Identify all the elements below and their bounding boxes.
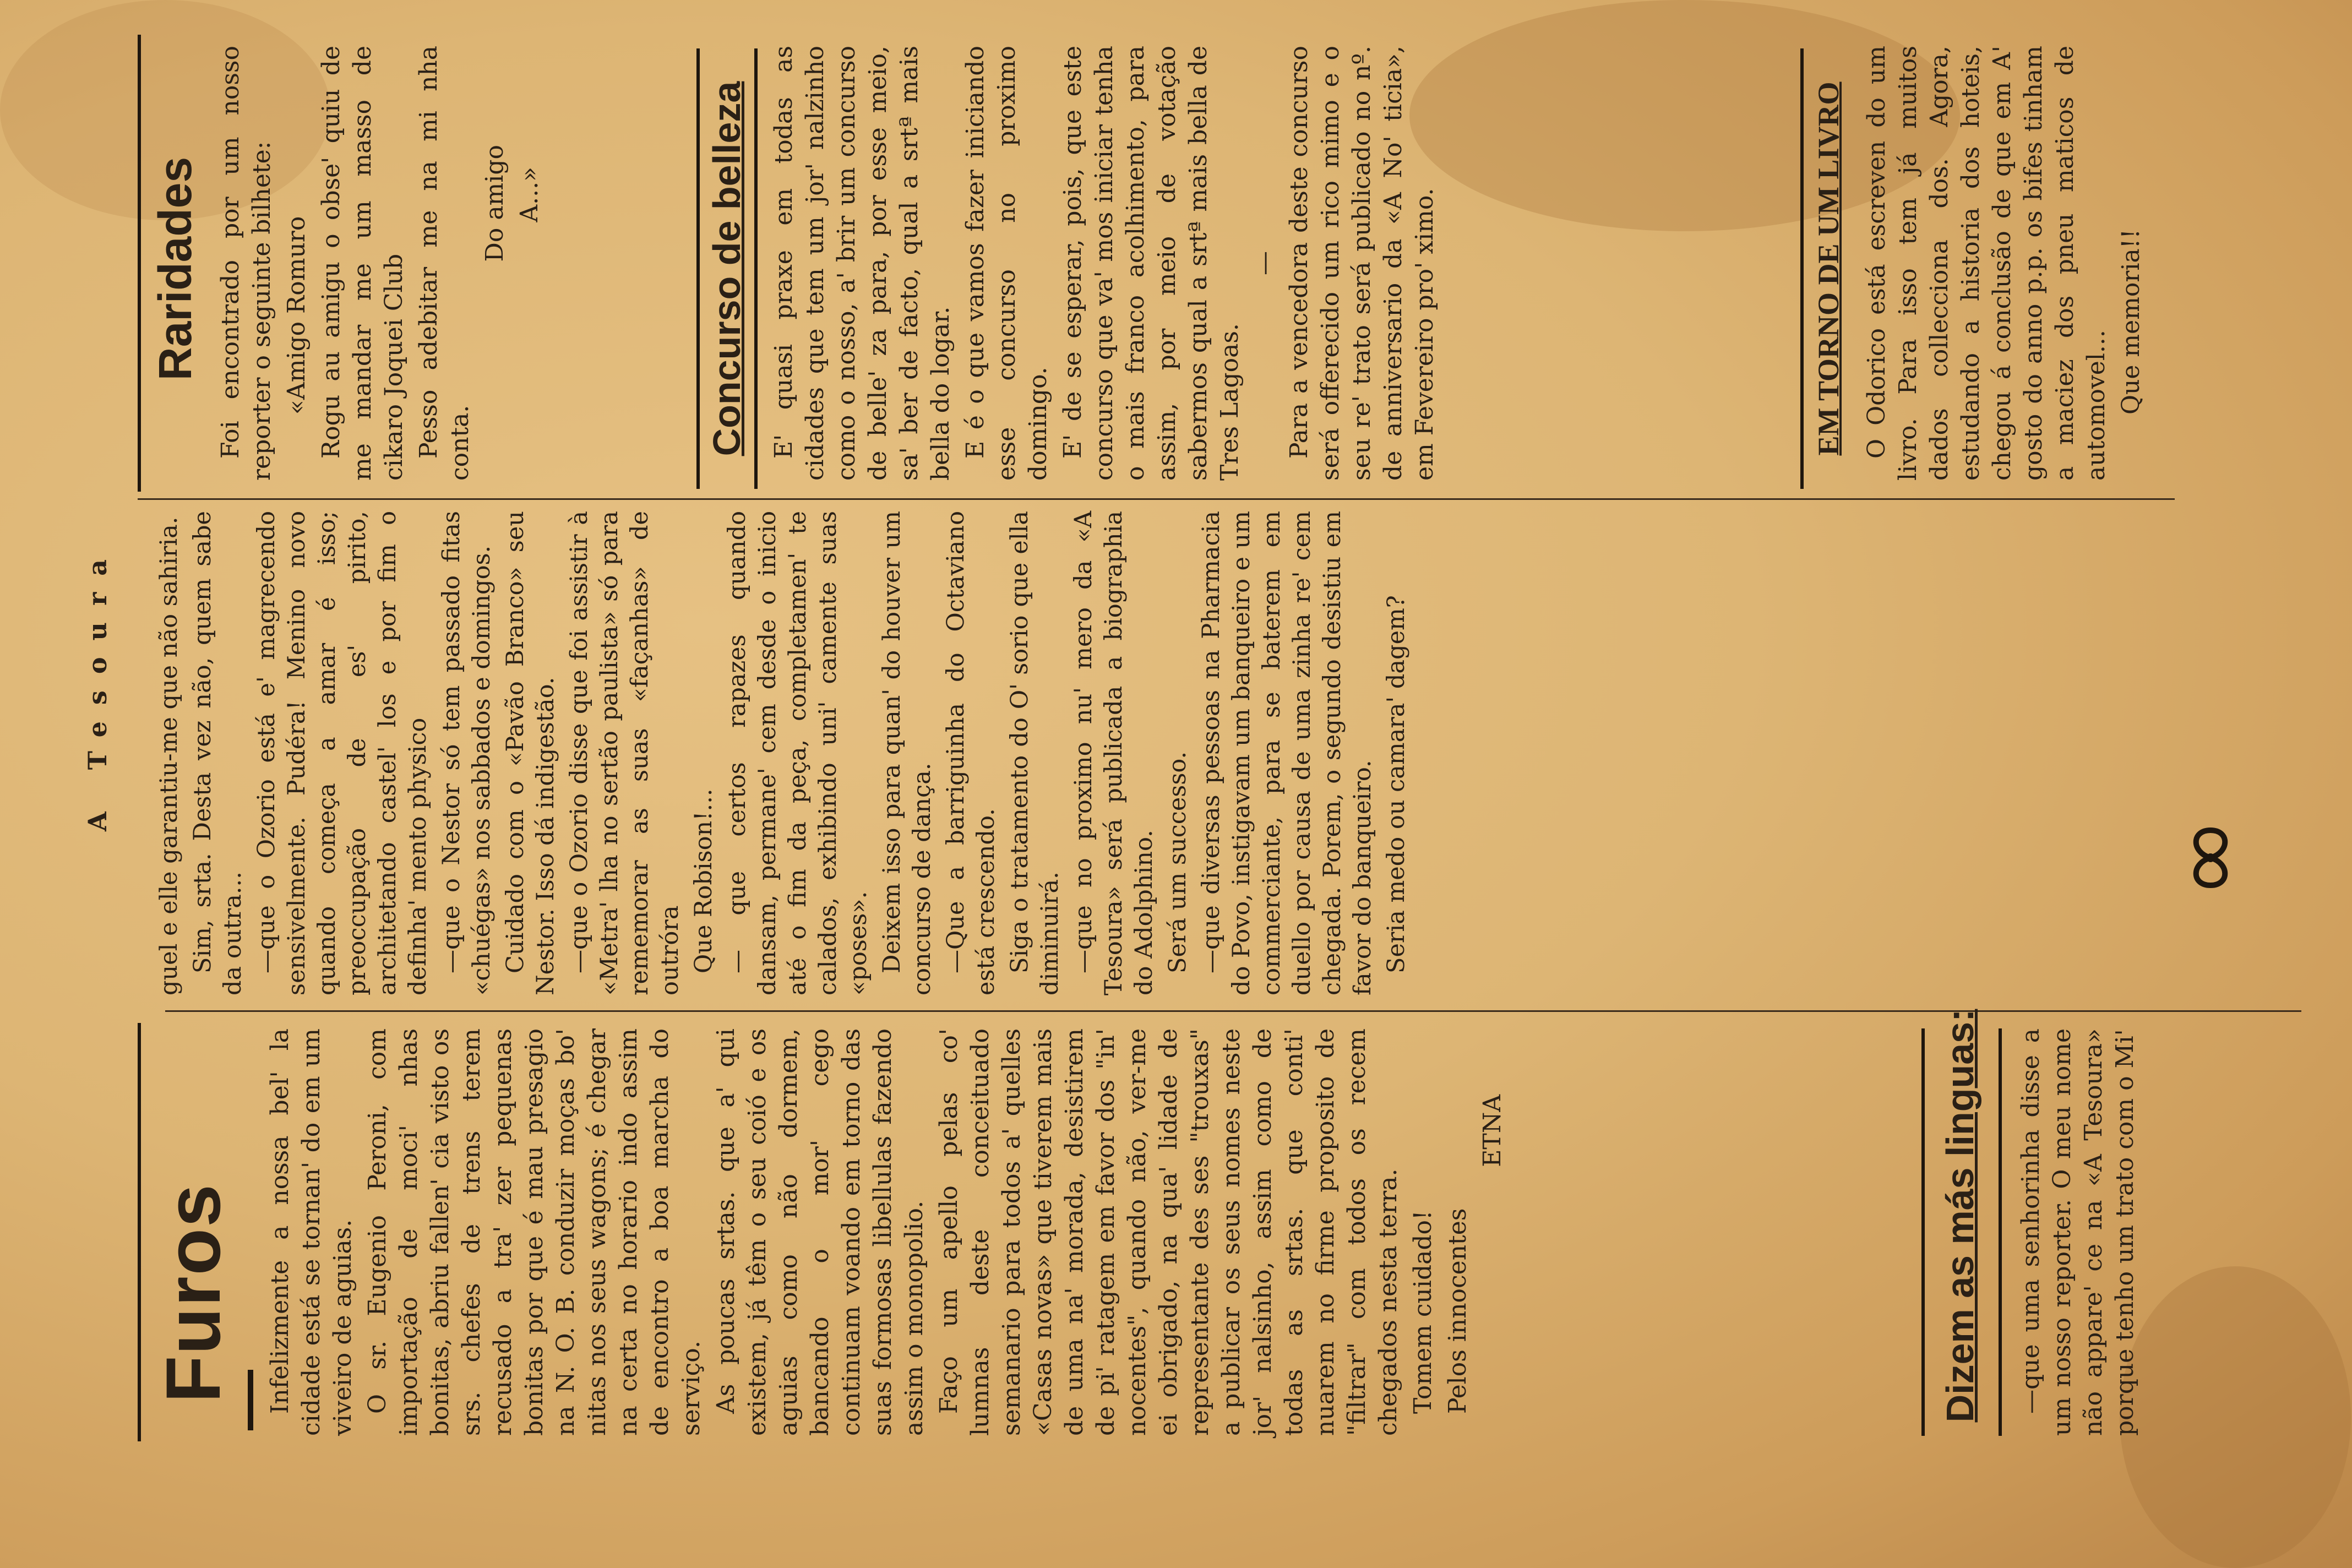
top-rule: [138, 1023, 141, 1441]
paragraph: O Odorico está escreven do um livro. Para isso tem já muitos dados collecciona dos. Agora, estudando a historia dos hoteis, chegou á conclusão de que em A' gosto do anno p.p. os bifes tinham a maciez dos pneu maticos de automovel...: [1863, 46, 2110, 481]
paragraph: Cuidado com o «Pavão Branco» seu Nestor. Isso dá indigestão.: [502, 511, 559, 995]
paragraph: Que memoria!!: [2117, 228, 2145, 415]
paragraph: «Amigo Romuro: [282, 216, 311, 415]
paragraph: A...»: [515, 167, 543, 222]
dizem-headline: Dizem as más linguas:: [1939, 1009, 1981, 1423]
paragraph: — que certos rapazes quando dansam, permane' cem desde o inicio até o fim da peça, completamen' te calados, exhibindo uni' camente suas «poses».: [723, 511, 872, 995]
paragraph: Faço um apello pelas co' lumnas deste conceituado semanario para todos a' quelles «Casas novas» que tiverem mais de uma na' morada, desistirem de pi' ratagem em favor dos "in' nocentes", quando não, ver-me ei obrigado, na qua' lidade de representante des ses "trouxas" a publicar os seus nomes neste jor' nalsinho, assim como de todas as srtas. que conti' nuarem no firme proposito de "filtrar" com todos os recem chegados nesta terra.: [935, 1028, 1402, 1436]
paragraph: —que o Ozorio disse que foi assistir à «Metra' lha no sertão paulista» só para rememorar as suas «façanhas» de outróra: [565, 511, 684, 995]
concurso-article: [768, 46, 1444, 481]
furos-headline: Furos: [150, 1183, 236, 1403]
paragraph: E' de se esperar, pois, que este concurso que va' mos iniciar tenha o mais franco acolhimento, para assim, por meio de votação sabermos qual a srtª mais bella de Tres Lagoas.: [1059, 46, 1244, 481]
paragraph: Infelizmente a nossa bel' la cidade está se tornan' do em um viveiro de aguias.: [266, 1028, 357, 1436]
concurso-headline: Concurso de belleza: [705, 81, 748, 456]
gossip-column: [154, 511, 1415, 995]
paragraph: —: [1250, 251, 1278, 275]
paragraph: Será um successo.: [1164, 751, 1191, 973]
paragraph: —que uma senhorinha disse a um nosso reporter. O meu nome não appare' ce na «A Tesoura» porque tenho um trato com o Mi': [2017, 1028, 2139, 1436]
paragraph: —que diversas pessoas na Pharmacia do Povo, instigavam um banqueiro e um commerciante, para se baterem em duello por causa de uma zinha re' cem chegada. Porem, o segundo desistiu em favor do banqueiro.: [1197, 511, 1376, 995]
paragraph: —Que a barriguinha do Octaviano está crescendo.: [942, 511, 1000, 995]
paragraph: Sim, srta. Desta vez não, quem sabe da outra...: [189, 511, 247, 995]
raridades-article: [215, 46, 548, 481]
headline-rule: [248, 1370, 253, 1430]
paragraph: O sr. Eugenio Peroni, com importação de moci' nhas bonitas, abriu fallen' cia visto os srs. chefes de trens terem recusado a tra' zer pequenas bonitas por que é mau presagio na N. O. B. conduzir moças bo' nitas nos seus wagons; é chegar na certa no horario indo assim de encontro a boa marcha do serviço.: [363, 1028, 705, 1436]
paragraph: Seria medo ou camara' dagem?: [1382, 595, 1410, 973]
paragraph: Para a vencedora deste concurso será offerecido um rico mimo e o seu re' trato será publicado no nº. de anniversario da «A No' ticia», em Fevereiro pro' ximo.: [1285, 46, 1439, 481]
paragraph: —que o Nestor só tem passado fitas «chuégas» nos sabbados e domingos.: [438, 511, 496, 995]
paragraph: E é o que vamos fazer iniciando esse concurso no proximo domingo.: [961, 46, 1052, 481]
paragraph: As poucas srtas. que a' qui existem, já têm o seu coió e os aguias como não dormem, bancando o mor' cego continuam voando em torno das suas formosas libellulas fazendo assim o monopolio.: [712, 1028, 928, 1436]
paragraph: —que no proximo nu' mero da «A Tesoura» será publicada a biographia do Adolphino.: [1070, 511, 1158, 995]
top-rule: [138, 35, 141, 492]
paragraph: Pelos innocentes: [1444, 1208, 1472, 1414]
livro-headline: EM TORNO DE UM LIVRO: [1812, 81, 1845, 456]
section-rule: [1921, 1028, 1925, 1436]
column-divider: [138, 498, 2175, 500]
paragraph: Rogu au amigu o obse' quiu de me mandar me um masso de cikaro Joquei Club: [317, 46, 408, 481]
dizem-article: [2015, 1028, 2144, 1436]
signature: ETNA: [1478, 1095, 1506, 1167]
paragraph: E' quasi praxe em todas as cidades que tem um jor' nalzinho como o nosso, a' brir um concurso de belle' za para, por esse meio, sa' ber de facto, qual a srtª mais bella do logar.: [770, 46, 955, 481]
paragraph: Siga o tratamento do O' sorio que ella diminuirá.: [1006, 511, 1064, 995]
paragraph: Pesso adebitar me na mi nha conta.: [415, 46, 474, 481]
section-rule: [1800, 48, 1804, 489]
running-header: A Tesoura: [83, 543, 112, 831]
section-rule: [754, 48, 758, 489]
livro-article: [1861, 46, 2150, 481]
section-rule: [696, 48, 700, 489]
paragraph: Tomem cuidado!: [1409, 1210, 1437, 1414]
paragraph: —que o Ozorio está e' magrecendo sensivelmente. Pudéra! Menino novo quando começa a amar é isso; preoccupação de es' pirito, architetando castel' los e por fim o definha' mento physico: [253, 511, 432, 995]
furos-article: [264, 1028, 1511, 1436]
raridades-headline: Raridades: [149, 156, 201, 381]
ornament-icon: [2180, 819, 2241, 896]
paragraph: Foi encontrado por um nosso reporter o seguinte bilhete:: [216, 46, 276, 481]
section-rule: [1999, 1028, 2002, 1436]
paragraph: Deixem isso para quan' do houver um concurso de dança.: [878, 511, 936, 995]
paragraph: Do amigo: [481, 145, 509, 262]
paragraph: Que Robison!...: [690, 788, 717, 973]
paragraph: guel e elle garantiu-me que não sahiria.: [155, 516, 183, 995]
